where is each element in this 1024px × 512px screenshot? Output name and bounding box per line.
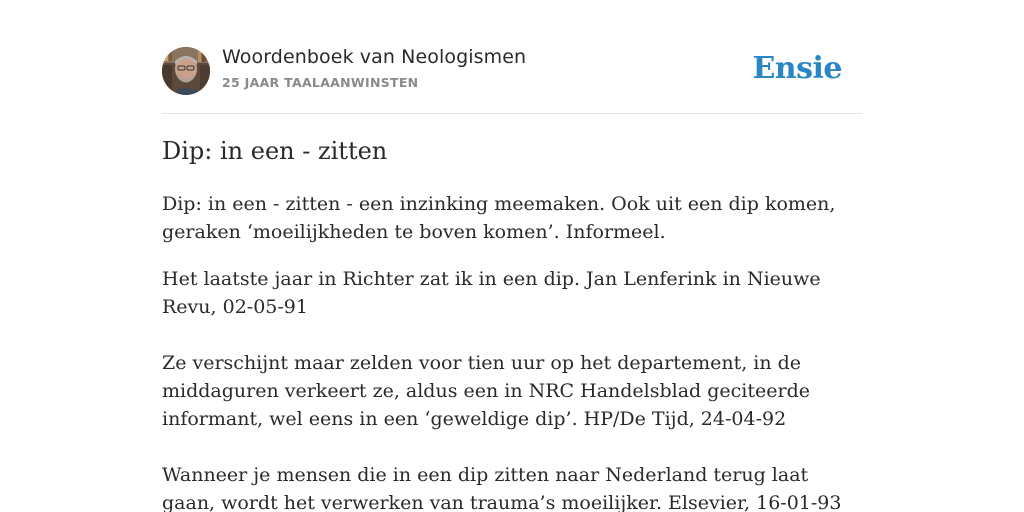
- quote-list: [162, 265, 862, 512]
- source-title[interactable]: Woordenboek van Neologismen: [222, 46, 527, 68]
- quote-item: Het laatste jaar in Richter zat ik in een dip. Jan Lenferink in Nieuwe Revu, 02-05-91: [162, 268, 821, 318]
- header-divider: [162, 113, 862, 114]
- entry-title: Dip: in een - zitten: [162, 137, 388, 165]
- quote-item: Wanneer je mensen die in een dip zitten naar Nederland terug laat gaan, wordt het verwerken van trauma’s moeilijker. Elsevier, 16-01-93: [162, 464, 842, 512]
- source-subtitle: 25 JAAR TAALAANWINSTEN: [222, 75, 419, 90]
- ensie-logo[interactable]: Ensie: [752, 51, 842, 86]
- author-avatar[interactable]: [162, 47, 210, 95]
- source-header: [162, 46, 862, 96]
- entry-definition: Dip: in een - zitten - een inzinking meemaken. Ook uit een dip komen, geraken ‘moeilijkheden te boven komen’. Informeel.: [162, 193, 836, 243]
- quote-item: Ze verschijnt maar zelden voor tien uur op het departement, in de middaguren verkeert ze, aldus een in NRC Handelsblad geciteerde informant, wel eens in een ‘geweldige dip’. HP/De Tijd, 24-04-92: [162, 352, 810, 430]
